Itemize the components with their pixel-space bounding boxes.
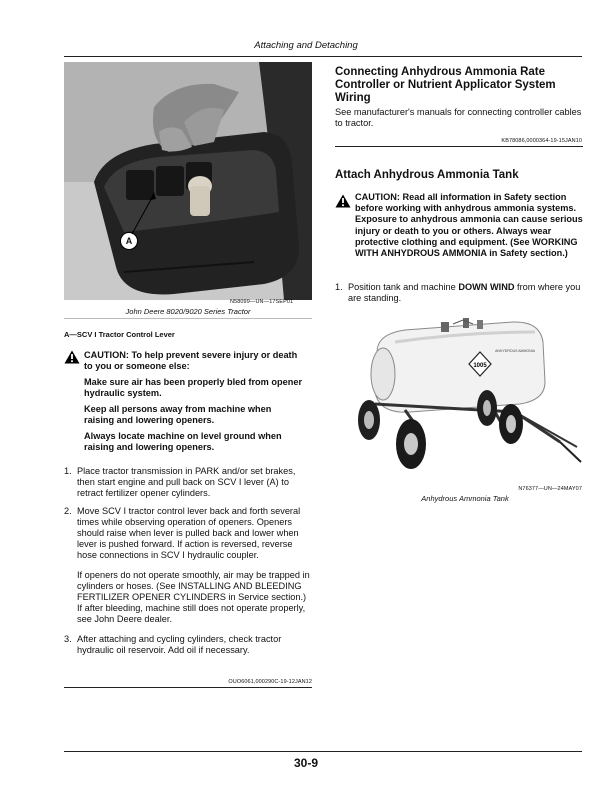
step-3	[64, 634, 312, 656]
figure2-caption: Anhydrous Ammonia Tank	[421, 494, 509, 503]
tank-step-1-text-pre: Position tank and machine	[348, 282, 459, 292]
step-1-number: 1.	[64, 466, 72, 476]
section-heading-attach-tank: Attach Anhydrous Ammonia Tank	[335, 169, 519, 181]
step-2	[64, 506, 312, 562]
page-number: 30-9	[293, 756, 319, 770]
warning-icon	[335, 194, 351, 208]
left-steps	[64, 466, 312, 662]
step-2-note	[64, 570, 312, 626]
wiring-section-rule	[335, 146, 583, 147]
wiring-reference-code: KB78086,0000364-19-15JAN10	[501, 138, 582, 144]
legend-entry: A—SCV I Tractor Control Lever	[64, 330, 175, 339]
section-wiring-body: See manufacturer's manuals for connecting controller cables to tractor.	[335, 107, 582, 129]
step-3-text: After attaching and cycling cylinders, check tractor hydraulic oil reservoir. Add oil if necessary.	[77, 633, 282, 655]
step-1-text: Place tractor transmission in PARK and/or set brakes, then start engine and pull back on SCV I lever (A) to retract fertilizer opener cylinders.	[77, 466, 296, 499]
left-caution-lead: CAUTION: To help prevent severe injury or death to you or someone else:	[84, 350, 298, 372]
figure2-code: N76377—UN—24MAY07	[518, 486, 582, 492]
figure1-rule	[64, 318, 312, 319]
tank-step-1-text-bold: DOWN WIND	[458, 282, 515, 292]
left-caution-item-1: Make sure air has been properly bled from opener hydraulic system.	[84, 377, 303, 399]
tank-step-1	[335, 282, 583, 304]
tractor-console-illustration	[64, 62, 312, 300]
figure1-code: N58099—UN—17SEP01	[230, 299, 294, 305]
callout-leader-line	[128, 190, 158, 236]
placard-number: 1005	[473, 363, 487, 369]
figure1-caption: John Deere 8020/9020 Series Tractor	[125, 307, 251, 316]
left-section-end-rule	[64, 687, 312, 688]
step-2-text: Move SCV I tractor control lever back and forth several times while observing operation of openers. Openers should raise when lever is pulled back and lower when lever is pushed forward. If action is reversed, reverse hose connections in SCV I hydraulic coupler.	[77, 505, 301, 561]
footer-rule	[64, 751, 582, 752]
header-rule	[64, 56, 582, 57]
warning-icon	[64, 350, 80, 364]
left-caution-item-2: Keep all persons away from machine when raising and lowering openers.	[84, 404, 272, 426]
running-header: Attaching and Detaching	[254, 40, 358, 51]
step-2-number: 2.	[64, 505, 72, 516]
tank-step-1-text-post: from where you are standing.	[348, 282, 581, 304]
left-reference-code: OUO6061,000290C-19-12JAN12	[228, 679, 312, 685]
callout-a: A	[120, 232, 138, 250]
tank-step-1-number: 1.	[335, 282, 343, 292]
left-caution-item-3: Always locate machine on level ground when raising and lowering openers.	[84, 431, 282, 453]
step-1	[64, 466, 312, 500]
section-heading-wiring: Connecting Anhydrous Ammonia Rate Controller or Nutrient Applicator System Wiring	[335, 66, 556, 104]
tank-illustration	[355, 312, 583, 484]
tractor-lever-figure	[64, 62, 312, 300]
step-2-note-text: If openers do not operate smoothly, air may be trapped in cylinders or hoses. (See INSTALLING AND BLEEDING FERTILIZER OPENER CYLINDERS in Service section.) If after bleeding, machine still does not operate properly, see John Deere dealer.	[77, 569, 310, 625]
anhydrous-tank-figure	[355, 312, 583, 484]
tank-label: ANHYDROUS AMMONIA	[495, 349, 535, 353]
right-caution-text: CAUTION: Read all information in Safety section before working with anhydrous ammonia systems. Exposure to anhydrous ammonia can cause serious injury or death to you or others. Always wear protective clothing and equipment. (See WORKING WITH ANHYDROUS AMMONIA in Safety section.)	[355, 192, 583, 259]
step-3-number: 3.	[64, 633, 72, 644]
